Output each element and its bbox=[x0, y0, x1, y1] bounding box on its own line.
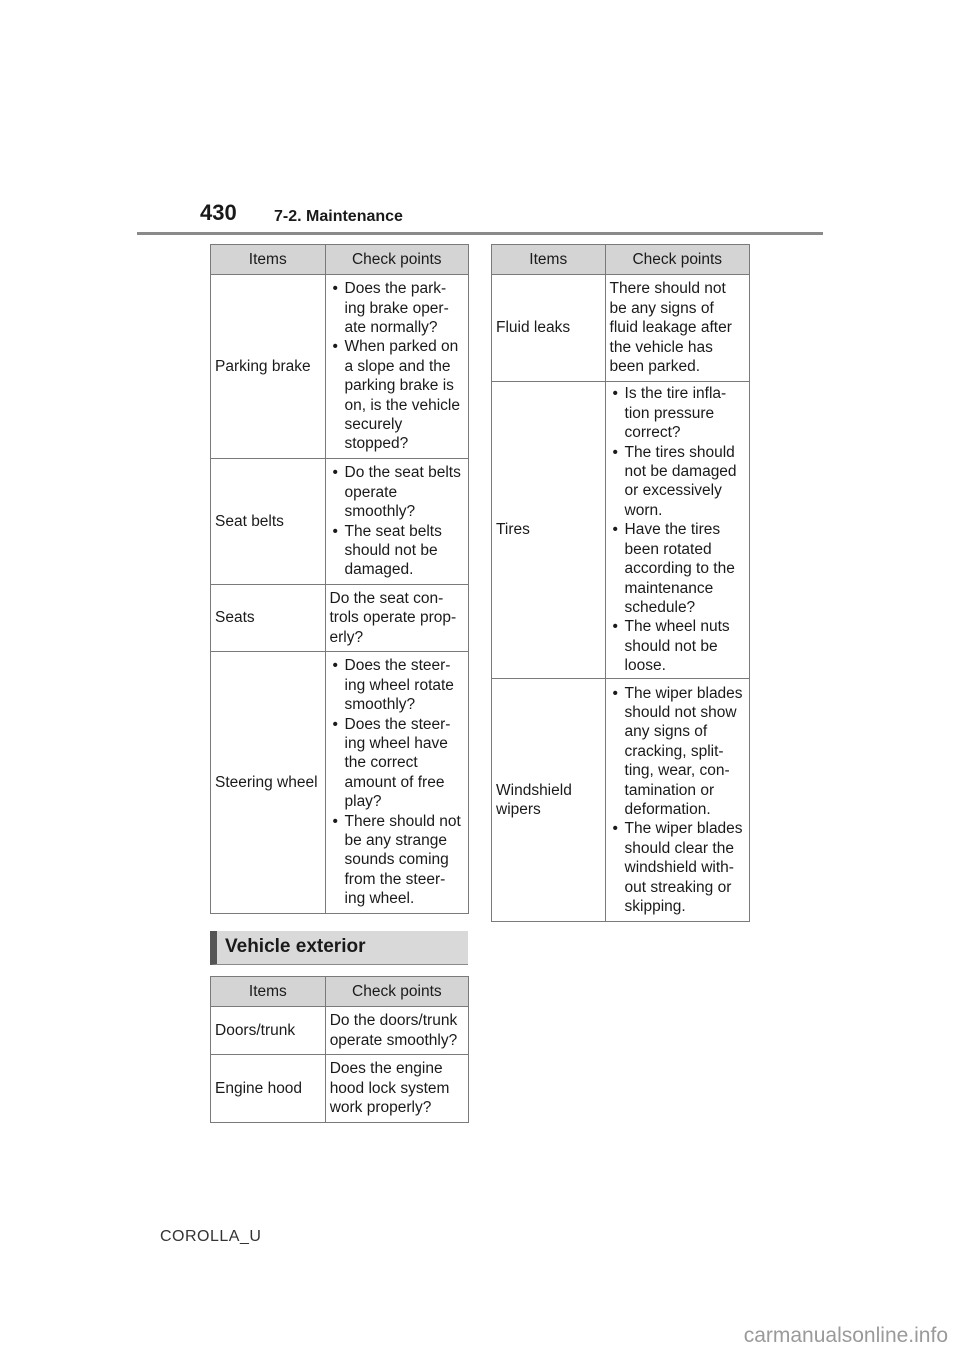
table-row bbox=[492, 382, 750, 679]
check-points-cell bbox=[325, 652, 469, 914]
header-divider bbox=[137, 232, 823, 235]
table-row bbox=[211, 585, 469, 652]
page-number: 430 bbox=[200, 200, 237, 225]
table-row bbox=[211, 459, 469, 585]
table-row bbox=[492, 275, 750, 382]
check-points-cell: Do the doors/trunk operate smoothly? bbox=[325, 1007, 468, 1055]
check-point: • Is the tire infla-tion pressure correct? bbox=[610, 384, 745, 442]
item-cell: Parking brake bbox=[211, 275, 326, 459]
check-point: • Does the park-ing brake oper-ate normally? bbox=[330, 279, 465, 337]
vehicle-exterior-heading: Vehicle exterior bbox=[210, 931, 468, 965]
table-header-row bbox=[211, 245, 469, 275]
table-header-row bbox=[211, 977, 469, 1007]
col-header-check-points: Check points bbox=[605, 245, 749, 275]
col-header-items: Items bbox=[492, 245, 606, 275]
table-row bbox=[211, 1007, 469, 1055]
interior-checklist-table-left bbox=[210, 244, 469, 914]
check-point: • The seat belts should not be damaged. bbox=[330, 522, 465, 580]
item-cell: Fluid leaks bbox=[492, 275, 606, 382]
item-cell: Tires bbox=[492, 382, 606, 679]
item-cell: Windshield wipers bbox=[492, 679, 606, 922]
check-points-cell bbox=[325, 275, 469, 459]
item-cell: Doors/trunk bbox=[211, 1007, 326, 1055]
table-row bbox=[211, 1055, 469, 1123]
check-point: • The wiper blades should clear the windshield with-out streaking or skipping. bbox=[610, 819, 745, 916]
check-points-cell bbox=[605, 382, 749, 679]
col-header-check-points: Check points bbox=[325, 977, 468, 1007]
exterior-checklist-table bbox=[210, 976, 469, 1123]
item-cell: Engine hood bbox=[211, 1055, 326, 1123]
check-point: • There should not be any strange sounds coming from the steer-ing wheel. bbox=[330, 812, 465, 909]
check-point: • Does the steer-ing wheel rotate smoothly? bbox=[330, 656, 465, 714]
check-point: • Do the seat belts operate smoothly? bbox=[330, 463, 465, 521]
check-points-cell bbox=[325, 459, 469, 585]
check-point: • When parked on a slope and the parking brake is on, is the vehicle securely stopped? bbox=[330, 337, 465, 453]
check-points-cell: Do the seat con-trols operate prop-erly? bbox=[325, 585, 469, 652]
table-row bbox=[492, 679, 750, 922]
check-point: • The wheel nuts should not be loose. bbox=[610, 617, 745, 675]
col-header-items: Items bbox=[211, 245, 326, 275]
table-row bbox=[211, 275, 469, 459]
footer-model-code: COROLLA_U bbox=[160, 1228, 262, 1245]
check-points-cell: Does the engine hood lock system work properly? bbox=[325, 1055, 468, 1123]
check-points-cell bbox=[605, 679, 749, 922]
item-cell: Seat belts bbox=[211, 459, 326, 585]
check-point: • The wiper blades should not show any signs of cracking, split-ting, wear, con-tamination or deformation. bbox=[610, 684, 745, 820]
check-points-cell: There should not be any signs of fluid leakage after the vehicle has been parked. bbox=[605, 275, 749, 382]
section-title: 7-2. Maintenance bbox=[274, 208, 403, 225]
item-cell: Steering wheel bbox=[211, 652, 326, 914]
interior-checklist-table-right bbox=[491, 244, 750, 922]
check-point: • Have the tires been rotated according to the maintenance schedule? bbox=[610, 520, 745, 617]
item-cell: Seats bbox=[211, 585, 326, 652]
check-point: • Does the steer-ing wheel have the correct amount of free play? bbox=[330, 715, 465, 812]
table-header-row bbox=[492, 245, 750, 275]
col-header-items: Items bbox=[211, 977, 326, 1007]
watermark: carmanualsonline.info bbox=[743, 1324, 948, 1347]
check-point: • The tires should not be damaged or excessively worn. bbox=[610, 443, 745, 521]
table-row bbox=[211, 652, 469, 914]
col-header-check-points: Check points bbox=[325, 245, 469, 275]
